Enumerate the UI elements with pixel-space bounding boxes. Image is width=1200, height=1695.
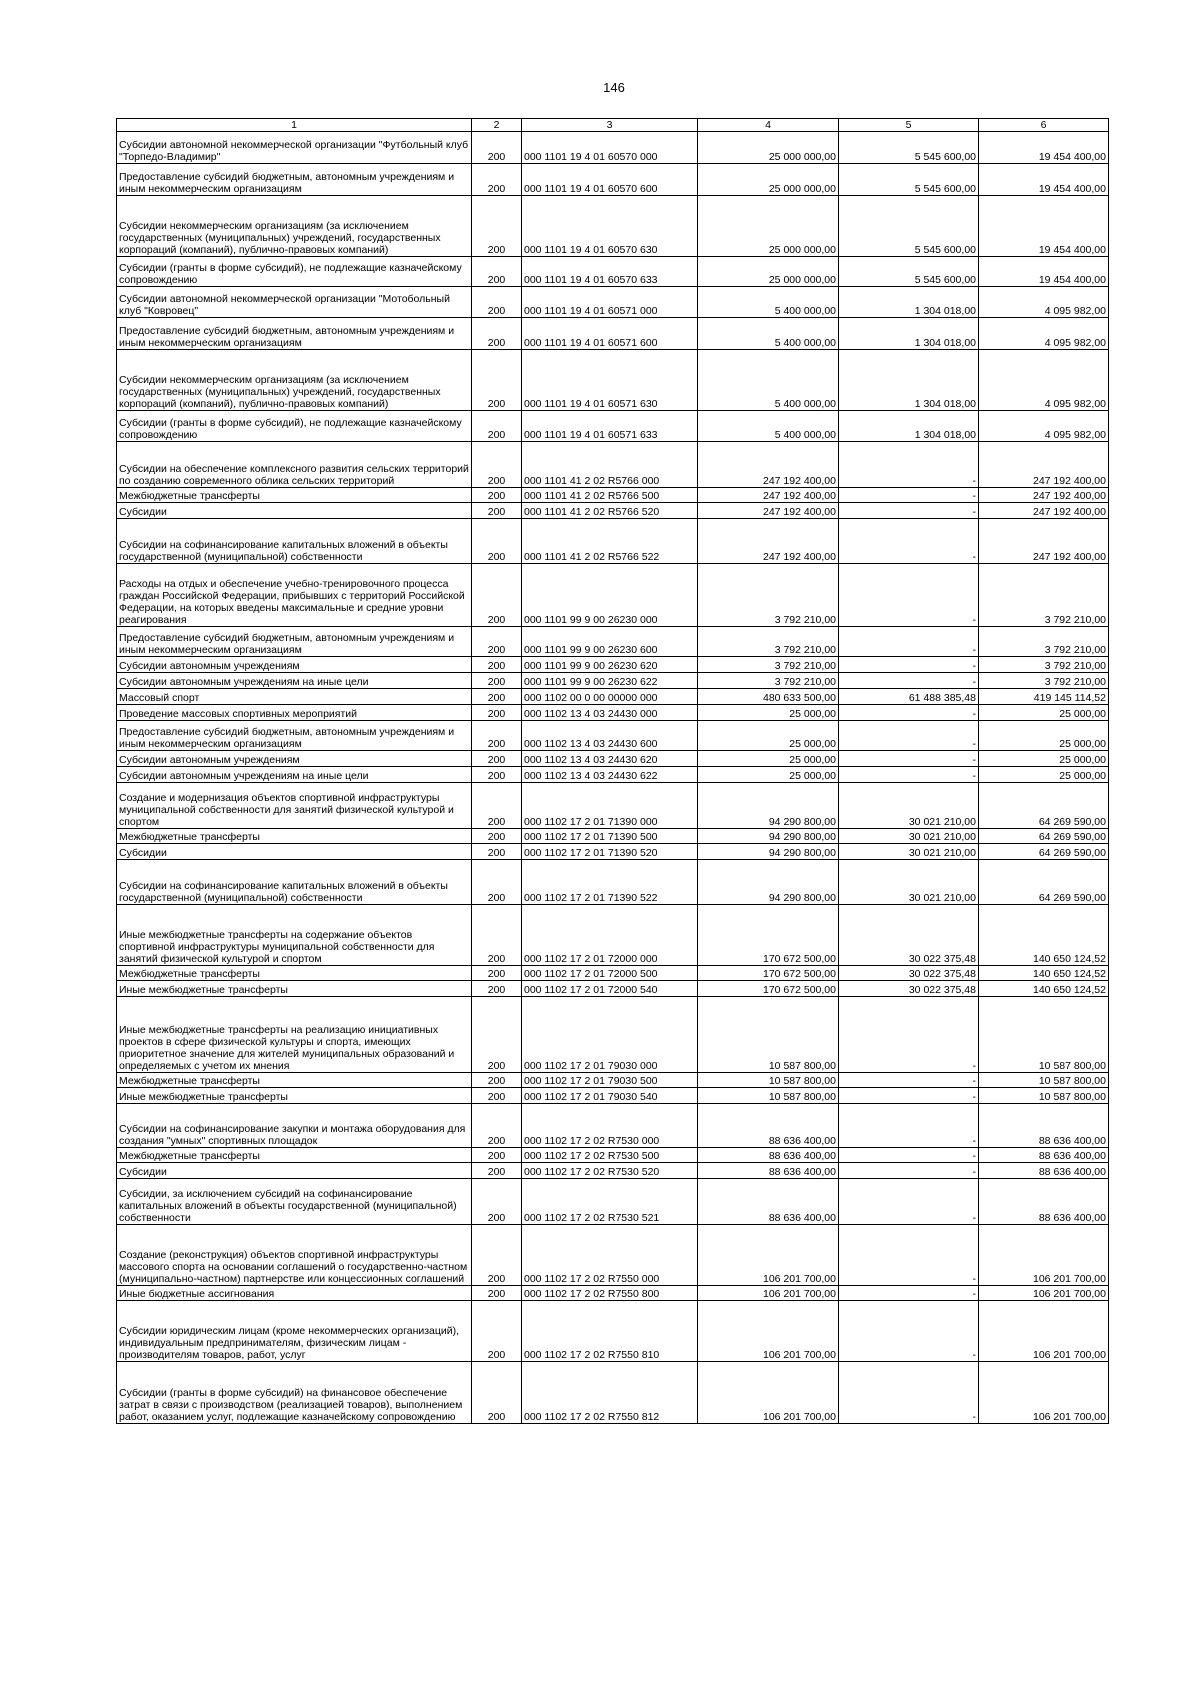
row-value-col6: 88 636 400,00 (979, 1148, 1109, 1163)
row-value-col5: - (839, 705, 979, 721)
row-value-col5: - (839, 1179, 979, 1225)
row-name: Субсидии на софинансирование капитальных вложений в объекты государственной (муниципальной) собственности (117, 860, 472, 905)
row-value-col5: - (839, 442, 979, 488)
row-value-col5: - (839, 503, 979, 519)
row-code: 200 (472, 997, 522, 1073)
row-value-col5: 30 021 210,00 (839, 829, 979, 844)
table-row (117, 196, 1109, 257)
row-value-col5: - (839, 519, 979, 564)
row-name: Субсидии юридическим лицам (кроме некоммерческих организаций), индивидуальным предпринимателям, физическим лицам - производителям товаров, работ, услуг (117, 1301, 472, 1362)
row-budget-code: 000 1102 13 4 03 24430 622 (522, 767, 698, 783)
table-row (117, 783, 1109, 829)
row-value-col6: 3 792 210,00 (979, 627, 1109, 657)
row-code: 200 (472, 767, 522, 783)
row-code: 200 (472, 318, 522, 350)
row-value-col5: 30 021 210,00 (839, 783, 979, 829)
row-value-col6: 4 095 982,00 (979, 287, 1109, 318)
row-budget-code: 000 1102 17 2 02 R7550 000 (522, 1225, 698, 1286)
row-value-col6: 19 454 400,00 (979, 132, 1109, 164)
row-code: 200 (472, 966, 522, 981)
row-value-col5: 1 304 018,00 (839, 287, 979, 318)
row-code: 200 (472, 519, 522, 564)
row-code: 200 (472, 503, 522, 519)
row-code: 200 (472, 783, 522, 829)
row-code: 200 (472, 1073, 522, 1088)
row-budget-code: 000 1102 17 2 02 R7530 500 (522, 1148, 698, 1163)
row-value-col5: - (839, 751, 979, 767)
row-value-col5: - (839, 564, 979, 627)
row-value-col4: 94 290 800,00 (698, 829, 839, 844)
row-code: 200 (472, 905, 522, 966)
row-budget-code: 000 1102 00 0 00 00000 000 (522, 689, 698, 705)
row-value-col5: - (839, 1148, 979, 1163)
row-name: Субсидии на софинансирование капитальных вложений в объекты государственной (муниципальной) собственности (117, 519, 472, 564)
row-value-col6: 64 269 590,00 (979, 783, 1109, 829)
row-name: Субсидии (117, 503, 472, 519)
table-row (117, 318, 1109, 350)
row-value-col4: 25 000,00 (698, 751, 839, 767)
row-value-col5: - (839, 488, 979, 503)
row-value-col4: 480 633 500,00 (698, 689, 839, 705)
row-name: Массовый спорт (117, 689, 472, 705)
table-row (117, 829, 1109, 844)
row-value-col5: - (839, 997, 979, 1073)
table-row (117, 751, 1109, 767)
row-budget-code: 000 1102 17 2 02 R7530 520 (522, 1163, 698, 1179)
row-code: 200 (472, 829, 522, 844)
row-value-col6: 10 587 800,00 (979, 997, 1109, 1073)
row-value-col6: 64 269 590,00 (979, 844, 1109, 860)
row-value-col4: 247 192 400,00 (698, 503, 839, 519)
row-name: Предоставление субсидий бюджетным, автономным учреждениям и иным некоммерческим организациям (117, 318, 472, 350)
row-budget-code: 000 1102 13 4 03 24430 620 (522, 751, 698, 767)
row-name: Иные бюджетные ассигнования (117, 1286, 472, 1301)
row-name: Субсидии автономным учреждениям (117, 751, 472, 767)
row-value-col4: 247 192 400,00 (698, 488, 839, 503)
row-code: 200 (472, 860, 522, 905)
row-name: Субсидии (гранты в форме субсидий), не подлежащие казначейскому сопровождению (117, 411, 472, 442)
row-budget-code: 000 1102 17 2 01 72000 000 (522, 905, 698, 966)
row-value-col4: 3 792 210,00 (698, 627, 839, 657)
row-budget-code: 000 1102 17 2 01 72000 500 (522, 966, 698, 981)
row-budget-code: 000 1101 19 4 01 60571 630 (522, 350, 698, 411)
row-value-col4: 5 400 000,00 (698, 411, 839, 442)
table-row (117, 488, 1109, 503)
row-value-col6: 247 192 400,00 (979, 442, 1109, 488)
row-name: Расходы на отдых и обеспечение учебно-тренировочного процесса граждан Российской Федерации, прибывших с территорий Российской Федерации, на которых введены максимальные и средние уровни реагирования (117, 564, 472, 627)
row-budget-code: 000 1101 19 4 01 60571 633 (522, 411, 698, 442)
row-budget-code: 000 1102 17 2 02 R7550 812 (522, 1362, 698, 1424)
row-budget-code: 000 1101 41 2 02 R5766 500 (522, 488, 698, 503)
row-value-col5: 30 022 375,48 (839, 966, 979, 981)
row-budget-code: 000 1102 13 4 03 24430 600 (522, 721, 698, 751)
row-value-col4: 106 201 700,00 (698, 1362, 839, 1424)
row-value-col5: 30 021 210,00 (839, 860, 979, 905)
row-value-col4: 88 636 400,00 (698, 1179, 839, 1225)
row-code: 200 (472, 1286, 522, 1301)
row-name: Иные межбюджетные трансферты (117, 981, 472, 997)
row-value-col5: - (839, 657, 979, 673)
row-code: 200 (472, 705, 522, 721)
row-name: Субсидии, за исключением субсидий на софинансирование капитальных вложений в объекты государственной (муниципальной) собственности (117, 1179, 472, 1225)
row-value-col6: 64 269 590,00 (979, 860, 1109, 905)
table-row (117, 966, 1109, 981)
row-code: 200 (472, 1163, 522, 1179)
row-name: Субсидии автономной некоммерческой организации "Мотобольный клуб "Ковровец" (117, 287, 472, 318)
table-row (117, 1301, 1109, 1362)
table-row (117, 132, 1109, 164)
table-row (117, 1225, 1109, 1286)
row-code: 200 (472, 1225, 522, 1286)
table-row (117, 981, 1109, 997)
row-budget-code: 000 1101 19 4 01 60570 633 (522, 257, 698, 287)
row-value-col5: - (839, 1088, 979, 1104)
row-code: 200 (472, 721, 522, 751)
table-row (117, 350, 1109, 411)
table-row (117, 564, 1109, 627)
row-value-col4: 25 000,00 (698, 721, 839, 751)
row-budget-code: 000 1101 99 9 00 26230 000 (522, 564, 698, 627)
row-value-col4: 94 290 800,00 (698, 844, 839, 860)
row-budget-code: 000 1101 41 2 02 R5766 000 (522, 442, 698, 488)
row-name: Иные межбюджетные трансферты на содержание объектов спортивной инфраструктуры муниципальной собственности для занятий физической культурой и спортом (117, 905, 472, 966)
row-value-col5: - (839, 767, 979, 783)
row-budget-code: 000 1101 19 4 01 60570 000 (522, 132, 698, 164)
column-header-1: 1 (117, 119, 472, 132)
table-row (117, 1073, 1109, 1088)
table-row (117, 1088, 1109, 1104)
row-value-col5: - (839, 627, 979, 657)
table-row (117, 1286, 1109, 1301)
column-header-2: 2 (472, 119, 522, 132)
row-value-col4: 25 000 000,00 (698, 132, 839, 164)
row-value-col5: 5 545 600,00 (839, 196, 979, 257)
row-name: Предоставление субсидий бюджетным, автономным учреждениям и иным некоммерческим организациям (117, 627, 472, 657)
row-budget-code: 000 1102 17 2 02 R7550 810 (522, 1301, 698, 1362)
row-value-col5: - (839, 1163, 979, 1179)
row-budget-code: 000 1102 17 2 01 71390 520 (522, 844, 698, 860)
column-header-6: 6 (979, 119, 1109, 132)
row-code: 200 (472, 1362, 522, 1424)
table-row (117, 844, 1109, 860)
row-code: 200 (472, 1148, 522, 1163)
row-value-col5: - (839, 1073, 979, 1088)
row-name: Межбюджетные трансферты (117, 829, 472, 844)
row-budget-code: 000 1101 41 2 02 R5766 520 (522, 503, 698, 519)
row-value-col4: 25 000,00 (698, 705, 839, 721)
row-value-col6: 25 000,00 (979, 705, 1109, 721)
row-value-col4: 3 792 210,00 (698, 657, 839, 673)
row-name: Иные межбюджетные трансферты (117, 1088, 472, 1104)
table-body (117, 132, 1109, 1424)
row-budget-code: 000 1102 17 2 01 79030 500 (522, 1073, 698, 1088)
row-value-col4: 94 290 800,00 (698, 860, 839, 905)
table-row (117, 905, 1109, 966)
table-row (117, 1179, 1109, 1225)
row-code: 200 (472, 627, 522, 657)
row-value-col6: 88 636 400,00 (979, 1179, 1109, 1225)
row-name: Субсидии автономным учреждениям на иные цели (117, 673, 472, 689)
row-code: 200 (472, 132, 522, 164)
row-value-col6: 140 650 124,52 (979, 966, 1109, 981)
row-value-col4: 88 636 400,00 (698, 1104, 839, 1148)
row-budget-code: 000 1102 13 4 03 24430 000 (522, 705, 698, 721)
row-budget-code: 000 1102 17 2 01 79030 540 (522, 1088, 698, 1104)
row-name: Проведение массовых спортивных мероприятий (117, 705, 472, 721)
table-row (117, 673, 1109, 689)
row-code: 200 (472, 287, 522, 318)
row-value-col6: 64 269 590,00 (979, 829, 1109, 844)
row-name: Межбюджетные трансферты (117, 488, 472, 503)
row-value-col4: 5 400 000,00 (698, 287, 839, 318)
table-row (117, 860, 1109, 905)
table-row (117, 1104, 1109, 1148)
row-budget-code: 000 1101 19 4 01 60571 600 (522, 318, 698, 350)
row-value-col4: 5 400 000,00 (698, 318, 839, 350)
row-code: 200 (472, 196, 522, 257)
row-name: Межбюджетные трансферты (117, 966, 472, 981)
row-name: Предоставление субсидий бюджетным, автономным учреждениям и иным некоммерческим организациям (117, 164, 472, 196)
row-code: 200 (472, 350, 522, 411)
row-code: 200 (472, 257, 522, 287)
row-code: 200 (472, 1104, 522, 1148)
row-value-col6: 247 192 400,00 (979, 503, 1109, 519)
row-code: 200 (472, 981, 522, 997)
row-name: Субсидии на обеспечение комплексного развития сельских территорий по созданию современного облика сельских территорий (117, 442, 472, 488)
row-value-col6: 25 000,00 (979, 767, 1109, 783)
row-budget-code: 000 1101 99 9 00 26230 600 (522, 627, 698, 657)
row-value-col4: 170 672 500,00 (698, 981, 839, 997)
row-value-col4: 94 290 800,00 (698, 783, 839, 829)
row-name: Межбюджетные трансферты (117, 1073, 472, 1088)
row-value-col4: 247 192 400,00 (698, 442, 839, 488)
row-budget-code: 000 1102 17 2 01 71390 522 (522, 860, 698, 905)
row-value-col5: - (839, 1225, 979, 1286)
row-name: Субсидии (117, 844, 472, 860)
row-value-col4: 106 201 700,00 (698, 1225, 839, 1286)
row-value-col6: 106 201 700,00 (979, 1362, 1109, 1424)
row-value-col6: 19 454 400,00 (979, 164, 1109, 196)
table-row (117, 1163, 1109, 1179)
row-budget-code: 000 1101 19 4 01 60570 630 (522, 196, 698, 257)
header-row (117, 119, 1109, 132)
row-code: 200 (472, 751, 522, 767)
page-number: 146 (603, 80, 625, 95)
row-name: Субсидии (гранты в форме субсидий) на финансовое обеспечение затрат в связи с производством (реализацией товаров), выполнением работ, оказанием услуг, подлежащие казначейскому сопровождению (117, 1362, 472, 1424)
table-row (117, 411, 1109, 442)
row-value-col4: 247 192 400,00 (698, 519, 839, 564)
row-name: Субсидии некоммерческим организациям (за исключением государственных (муниципальных) учреждений, государственных корпораций (компаний), публично-правовых компаний) (117, 196, 472, 257)
row-budget-code: 000 1102 17 2 01 71390 500 (522, 829, 698, 844)
row-value-col4: 5 400 000,00 (698, 350, 839, 411)
row-value-col6: 19 454 400,00 (979, 196, 1109, 257)
column-header-4: 4 (698, 119, 839, 132)
row-budget-code: 000 1102 17 2 02 R7530 521 (522, 1179, 698, 1225)
row-code: 200 (472, 1088, 522, 1104)
row-budget-code: 000 1101 19 4 01 60571 000 (522, 287, 698, 318)
row-name: Субсидии автономной некоммерческой организации "Футбольный клуб "Торпедо-Владимир" (117, 132, 472, 164)
table-row (117, 287, 1109, 318)
row-value-col5: - (839, 721, 979, 751)
row-value-col6: 106 201 700,00 (979, 1301, 1109, 1362)
row-value-col4: 10 587 800,00 (698, 1073, 839, 1088)
row-value-col4: 25 000 000,00 (698, 196, 839, 257)
row-budget-code: 000 1102 17 2 01 71390 000 (522, 783, 698, 829)
row-budget-code: 000 1101 41 2 02 R5766 522 (522, 519, 698, 564)
row-value-col5: - (839, 1286, 979, 1301)
row-name: Субсидии автономным учреждениям (117, 657, 472, 673)
row-code: 200 (472, 657, 522, 673)
row-budget-code: 000 1101 99 9 00 26230 620 (522, 657, 698, 673)
row-value-col4: 106 201 700,00 (698, 1286, 839, 1301)
row-code: 200 (472, 411, 522, 442)
row-value-col5: - (839, 1301, 979, 1362)
row-name: Субсидии на софинансирование закупки и монтажа оборудования для создания "умных" спортивных площадок (117, 1104, 472, 1148)
row-value-col6: 106 201 700,00 (979, 1286, 1109, 1301)
row-value-col4: 25 000 000,00 (698, 164, 839, 196)
table-row (117, 503, 1109, 519)
row-value-col6: 140 650 124,52 (979, 981, 1109, 997)
row-value-col6: 106 201 700,00 (979, 1225, 1109, 1286)
table-row (117, 997, 1109, 1073)
row-value-col5: 1 304 018,00 (839, 318, 979, 350)
row-name: Иные межбюджетные трансферты на реализацию инициативных проектов в сфере физической культуры и спорта, имеющих приоритетное значение для жителей муниципальных образований и определяемых с учетом их мнения (117, 997, 472, 1073)
row-value-col4: 10 587 800,00 (698, 1088, 839, 1104)
row-name: Предоставление субсидий бюджетным, автономным учреждениям и иным некоммерческим организациям (117, 721, 472, 751)
row-value-col6: 4 095 982,00 (979, 318, 1109, 350)
row-value-col4: 3 792 210,00 (698, 564, 839, 627)
row-value-col4: 10 587 800,00 (698, 997, 839, 1073)
row-value-col6: 19 454 400,00 (979, 257, 1109, 287)
table-row (117, 627, 1109, 657)
row-code: 200 (472, 673, 522, 689)
row-budget-code: 000 1102 17 2 01 72000 540 (522, 981, 698, 997)
row-value-col6: 3 792 210,00 (979, 657, 1109, 673)
table-row (117, 705, 1109, 721)
row-value-col4: 106 201 700,00 (698, 1301, 839, 1362)
row-budget-code: 000 1102 17 2 01 79030 000 (522, 997, 698, 1073)
column-header-3: 3 (522, 119, 698, 132)
row-value-col5: - (839, 1104, 979, 1148)
row-name: Субсидии (гранты в форме субсидий), не подлежащие казначейскому сопровождению (117, 257, 472, 287)
table-row (117, 519, 1109, 564)
row-code: 200 (472, 488, 522, 503)
row-value-col6: 140 650 124,52 (979, 905, 1109, 966)
row-name: Субсидии некоммерческим организациям (за исключением государственных (муниципальных) учреждений, государственных корпораций (компаний), публично-правовых компаний) (117, 350, 472, 411)
row-value-col5: 30 021 210,00 (839, 844, 979, 860)
row-value-col6: 88 636 400,00 (979, 1104, 1109, 1148)
row-code: 200 (472, 1179, 522, 1225)
row-value-col4: 170 672 500,00 (698, 966, 839, 981)
table-row (117, 689, 1109, 705)
row-value-col6: 3 792 210,00 (979, 564, 1109, 627)
row-value-col6: 247 192 400,00 (979, 519, 1109, 564)
row-budget-code: 000 1102 17 2 02 R7530 000 (522, 1104, 698, 1148)
row-value-col5: 30 022 375,48 (839, 981, 979, 997)
row-code: 200 (472, 1301, 522, 1362)
row-value-col6: 10 587 800,00 (979, 1088, 1109, 1104)
row-budget-code: 000 1101 19 4 01 60570 600 (522, 164, 698, 196)
row-value-col4: 88 636 400,00 (698, 1163, 839, 1179)
row-value-col4: 25 000 000,00 (698, 257, 839, 287)
row-name: Создание (реконструкция) объектов спортивной инфраструктуры массового спорта на основании соглашений о государственно-частном (муниципально-частном) партнерстве или концессионных соглашений (117, 1225, 472, 1286)
row-value-col5: 5 545 600,00 (839, 164, 979, 196)
table-row (117, 1362, 1109, 1424)
row-code: 200 (472, 564, 522, 627)
row-budget-code: 000 1102 17 2 02 R7550 800 (522, 1286, 698, 1301)
row-code: 200 (472, 844, 522, 860)
row-value-col5: 1 304 018,00 (839, 411, 979, 442)
budget-table (116, 118, 1109, 1424)
row-value-col4: 88 636 400,00 (698, 1148, 839, 1163)
table-row (117, 721, 1109, 751)
row-code: 200 (472, 442, 522, 488)
row-value-col4: 25 000,00 (698, 767, 839, 783)
row-budget-code: 000 1101 99 9 00 26230 622 (522, 673, 698, 689)
table-row (117, 767, 1109, 783)
row-name: Создание и модернизация объектов спортивной инфраструктуры муниципальной собственности для занятий физической культурой и спортом (117, 783, 472, 829)
row-value-col5: 5 545 600,00 (839, 132, 979, 164)
column-header-5: 5 (839, 119, 979, 132)
row-value-col4: 170 672 500,00 (698, 905, 839, 966)
row-name: Субсидии автономным учреждениям на иные цели (117, 767, 472, 783)
row-value-col6: 4 095 982,00 (979, 411, 1109, 442)
row-value-col5: - (839, 673, 979, 689)
table-row (117, 1148, 1109, 1163)
row-value-col6: 4 095 982,00 (979, 350, 1109, 411)
row-value-col6: 88 636 400,00 (979, 1163, 1109, 1179)
row-value-col5: 30 022 375,48 (839, 905, 979, 966)
row-code: 200 (472, 164, 522, 196)
row-value-col5: - (839, 1362, 979, 1424)
row-value-col6: 247 192 400,00 (979, 488, 1109, 503)
row-value-col6: 3 792 210,00 (979, 673, 1109, 689)
table-row (117, 442, 1109, 488)
row-name: Межбюджетные трансферты (117, 1148, 472, 1163)
row-value-col6: 25 000,00 (979, 721, 1109, 751)
table-row (117, 257, 1109, 287)
table-row (117, 657, 1109, 673)
row-value-col6: 10 587 800,00 (979, 1073, 1109, 1088)
row-value-col4: 3 792 210,00 (698, 673, 839, 689)
row-value-col5: 5 545 600,00 (839, 257, 979, 287)
row-value-col6: 25 000,00 (979, 751, 1109, 767)
row-value-col5: 61 488 385,48 (839, 689, 979, 705)
table-row (117, 164, 1109, 196)
row-name: Субсидии (117, 1163, 472, 1179)
row-value-col5: 1 304 018,00 (839, 350, 979, 411)
row-value-col6: 419 145 114,52 (979, 689, 1109, 705)
row-code: 200 (472, 689, 522, 705)
